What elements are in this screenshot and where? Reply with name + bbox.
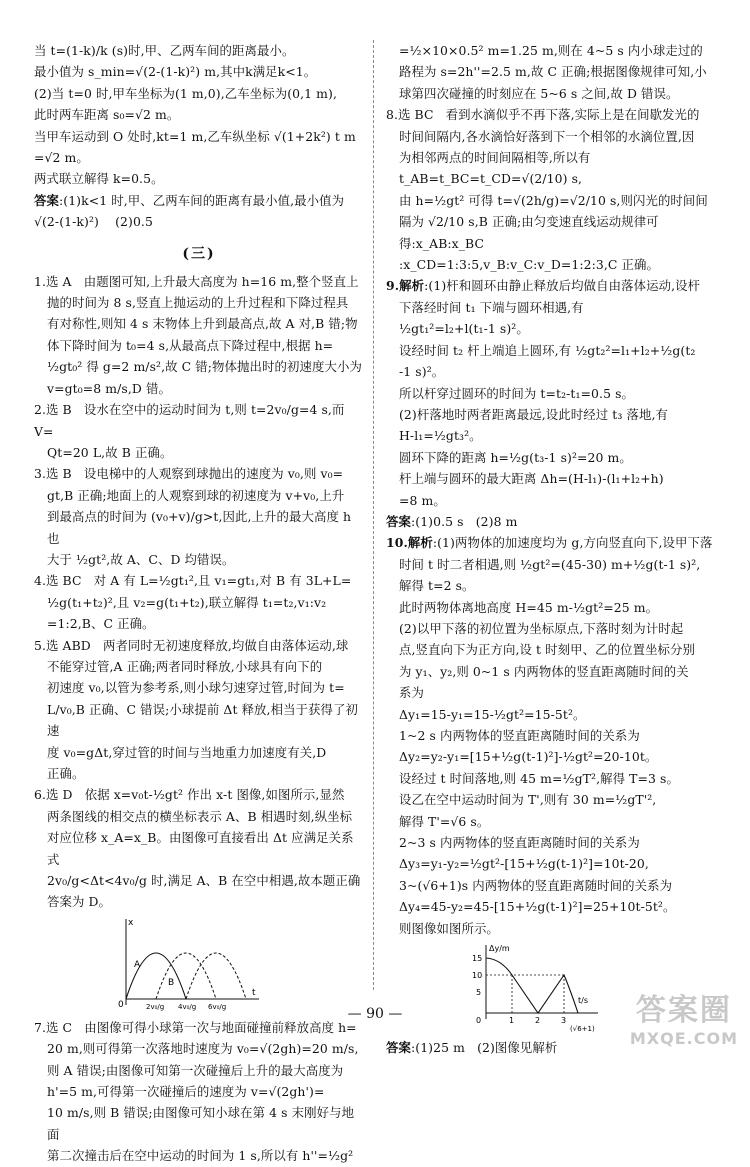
text-line: 此时两物体离地高度 H=45 m-½gt²=25 m。 xyxy=(399,599,659,615)
text-line: -1 s)²。 xyxy=(399,364,445,380)
text-line: 解得 T'=√6 s。 xyxy=(399,813,490,829)
text-line: 2.选 B 设水在空中的运动时间为 t,则 t=2v₀/g=4 s,而 V= xyxy=(34,402,349,439)
mark-6v0g: 6v₀/g xyxy=(208,1002,227,1011)
answer-label: 答案 xyxy=(34,192,59,208)
q10-label: 10.解析 xyxy=(386,535,433,551)
fig2-xtick-2: 2 xyxy=(535,1016,541,1026)
fig2-ytick-15: 15 xyxy=(472,954,483,964)
right-q9-block xyxy=(386,297,718,511)
text-line: 为 y₁、y₂,则 0~1 s 内两物体的竖直距离随时间的关 xyxy=(399,663,689,679)
q9-first-line xyxy=(386,275,718,296)
q9-answer-label: 答案 xyxy=(386,513,411,529)
label-a: A xyxy=(134,959,141,970)
text-line: 度 v₀=gΔt,穿过管的时间与当地重力加速度有关,D xyxy=(47,744,327,760)
text-line: 两式联立解得 k=0.5。 xyxy=(34,171,164,187)
left-answers-block xyxy=(34,271,364,913)
answer-line xyxy=(34,190,364,211)
q9-answer-text: :(1)0.5 s (2)8 m xyxy=(410,513,518,529)
text-line: 系为 xyxy=(399,685,424,701)
fig2-ytick-10: 10 xyxy=(472,971,483,981)
q9-first-text: :(1)杆和圆环由静止释放后均做自由落体运动,设杆 xyxy=(424,278,701,294)
text-line: 两条图线的相交点的横坐标表示 A、B 相遇时刻,纵坐标 xyxy=(47,808,353,824)
text-line: 体下降时间为 t₀=4 s,从最高点下降过程中,根据 h= xyxy=(47,337,334,353)
text-line: =√2 m。 xyxy=(34,150,89,166)
text-line: Δy₁=15-y₁=15-½gt²=15-5t²。 xyxy=(399,706,586,722)
text-line: 2v₀/g<Δt<4v₀/g 时,满足 A、B 在空中相遇,故本题正确答案为 D。 xyxy=(47,873,361,910)
answer-line-2: √(2-(1-k)²) (2)0.5 xyxy=(34,214,153,230)
text-line: 当 t=(1-k)/k (s)时,甲、乙两车间的距离最小。 xyxy=(34,43,295,58)
curve-b-2 xyxy=(186,953,246,999)
text-line: 4.选 BC 对 A 有 L=½gt₁²,且 v₁=gt₁,对 B 有 3L+L= xyxy=(34,573,352,589)
fig2-xtick-1: 1 xyxy=(509,1016,515,1026)
text-line: H-l₁=½gt₃²。 xyxy=(399,428,482,444)
q10-answer-label: 答案 xyxy=(386,1040,411,1056)
text-line: 圆环下降的距离 h=½g(t₃-1 s)²=20 m。 xyxy=(399,449,632,465)
q10-first-text: :(1)两物体的加速度均为 g,方向竖直向下,设甲下落 xyxy=(432,535,713,551)
curve-b-1 xyxy=(156,953,216,999)
q10-answer-text: :(1)25 m (2)图像见解析 xyxy=(410,1040,558,1056)
watermark-line-2: MXQE.COM xyxy=(629,1029,738,1048)
text-line: 设经过 t 时间落地,则 45 m=½gT²,解得 T=3 s。 xyxy=(399,770,679,786)
text-line: ½g(t₁+t₂)²,且 v₂=g(t₁+t₂),联立解得 t₁=t₂,v₁:v₂ xyxy=(47,594,327,610)
text-line: 有对称性,则知 4 s 末物体上升到最高点,故 A 对,B 错;物 xyxy=(47,316,358,332)
watermark-logo xyxy=(630,985,738,1048)
text-line: =1:2,B、C 正确。 xyxy=(47,616,155,632)
q9-answer xyxy=(386,511,718,532)
text-line: h'=5 m,可得第一次碰撞后的速度为 v=√(2gh')= xyxy=(47,1084,325,1100)
mark-4v0g: 4v₀/g xyxy=(178,1002,197,1011)
text-line: 抛的时间为 8 s,竖直上抛运动的上升过程和下降过程具 xyxy=(47,295,349,311)
text-line: 20 m,则可得第一次落地时速度为 v₀=√(2gh)=20 m/s, xyxy=(47,1041,359,1057)
text-line: Δy₃=y₁-y₂=½gt²-[15+½g(t-1)²]=10t-20, xyxy=(399,856,649,872)
text-line: L/v₀,B 正确、C 错误;小球提前 Δt 释放,相当于获得了初速 xyxy=(47,701,359,739)
text-line: 时间间隔内,各水滴恰好落到下一个相邻的水滴位置,因 xyxy=(399,128,695,144)
text-line: 此时两车距离 s₀=√2 m。 xyxy=(34,107,180,123)
text-line: 解得 t=2 s。 xyxy=(399,578,475,594)
text-line: gt,B 正确;地面上的人观察到球的初速度为 v+v₀,上升 xyxy=(47,487,345,503)
text-line: 设乙在空中运动时间为 T',则有 30 m=½gT'², xyxy=(399,792,657,808)
text-line: (2)杆落地时两者距离最远,设此时经过 t₃ 落地,有 xyxy=(399,406,668,422)
text-line: 5.选 ABD 两者同时无初速度释放,均做自由落体运动,球 xyxy=(34,637,349,653)
text-line: 杆上端与圆环的最大距离 Δh=(H-l₁)-(l₁+l₂+h) xyxy=(399,471,664,487)
text-line: 为相邻两点的时间间隔相等,所以有 t_AB=t_BC=t_CD=√(2/10) s, xyxy=(399,150,595,187)
column-divider xyxy=(373,40,374,990)
fig1-origin: 0 xyxy=(118,999,124,1010)
left-column xyxy=(34,40,364,1167)
fig1-ylabel: x xyxy=(128,917,134,928)
text-line: 时间 t 时二者相遇,则 ½gt²=(45-30) m+½g(t-1 s)², xyxy=(399,556,701,572)
q9-label: 9.解析 xyxy=(386,278,425,294)
text-line: 点,竖直向下为正方向,设 t 时刻甲、乙的位置坐标分别 xyxy=(399,642,696,658)
text-line: 对应位移 x_A=x_B。由图像可直接看出 Δt 应满足关系式 xyxy=(47,830,354,867)
text-line: 第二次撞击后在空中运动的时间为 1 s,所以有 h''=½g² xyxy=(47,1148,354,1164)
right-q10-block xyxy=(386,554,718,939)
text-line: 3~(√6+1)s 内两物体的竖直距离随时间的关系为 xyxy=(399,877,673,893)
text-line: 1.选 A 由题图可知,上升最大高度为 h=16 m,整个竖直上 xyxy=(34,273,359,289)
q10-first-line xyxy=(386,532,718,553)
fig2-xtick-3: 3 xyxy=(561,1016,567,1026)
text-line: ½gt₁²=l₂+l(t₁-1 s)²。 xyxy=(399,321,529,337)
text-line: 设经时间 t₂ 杆上端追上圆环,有 ½gt₂²=l₁+l₂+½g(t₂ xyxy=(399,342,696,358)
fig2-xlabel: t/s xyxy=(578,996,588,1006)
text-line: Qt=20 L,故 B 正确。 xyxy=(47,444,173,460)
text-line: 到最高点的时间为 (v₀+v)/g>t,因此,上升的最大高度 h 也 xyxy=(47,509,356,546)
text-line: 不能穿过管,A 正确;两者同时释放,小球具有向下的 xyxy=(47,658,323,674)
text-line: 当甲车运动到 O 处时,kt=1 m,乙车纵坐标 √(1+2k²) t m xyxy=(34,128,356,144)
watermark-line-1: 答案圈 xyxy=(635,993,732,1028)
text-line: :x_CD=1:3:5,v_B:v_C:v_D=1:2:3,C 正确。 xyxy=(399,257,659,273)
xt-graph-figure xyxy=(114,915,264,1013)
fig1-xlabel: t xyxy=(252,987,256,998)
text-line: 1~2 s 内两物体的竖直距离随时间的关系为 xyxy=(399,728,640,743)
text-line: 下落经时间 t₁ 下端与圆环相遇,有 xyxy=(399,299,584,315)
text-line: 7.选 C 由图像可得小球第一次与地面碰撞前释放高度 h= xyxy=(34,1019,357,1035)
text-line: 10 m/s,则 B 错误;由图像可知小球在第 4 s 末刚好与地面 xyxy=(47,1105,355,1142)
answer-text: :(1)k<1 时,甲、乙两车间的距离有最小值,最小值为 xyxy=(58,192,345,208)
text-line: 则 A 错误;由图像可知第一次碰撞后上升的最大高度为 xyxy=(47,1062,344,1078)
left-intro-block xyxy=(34,40,364,190)
fig2-xtick-last: (√6+1) xyxy=(570,1025,595,1034)
label-b: B xyxy=(168,977,175,988)
text-line: (2)当 t=0 时,甲车坐标为(1 m,0),乙车坐标为(0,1 m), xyxy=(34,85,337,101)
text-line: =½×10×0.5² m=1.25 m,则在 4~5 s 内小球走过的 xyxy=(399,43,703,58)
text-line: 正确。 xyxy=(47,766,85,781)
fig2-xtick-0: 0 xyxy=(476,1016,482,1026)
fig2-ytick-5: 5 xyxy=(476,988,482,998)
text-line: Δy₂=y₂-y₁=[15+½g(t-1)²]-½gt²=20-10t。 xyxy=(399,749,658,765)
text-line: 8.选 BC 看到水滴似乎不再下落,实际上是在间歇发光的 xyxy=(386,107,700,123)
text-line: 最小值为 s_min=√(2-(1-k)²) m,其中k满足k<1。 xyxy=(34,64,317,80)
text-line: 隔为 √2/10 s,B 正确;由匀变速直线运动规律可得:x_AB:x_BC xyxy=(399,214,659,251)
text-line: 3.选 B 设电梯中的人观察到球抛出的速度为 v₀,则 v₀= xyxy=(34,466,344,482)
text-line: 所以杆穿过圆环的时间为 t=t₂-t₁=0.5 s。 xyxy=(399,385,635,401)
text-line: 初速度 v₀,以管为参考系,则小球匀速穿过管,时间为 t= xyxy=(47,680,345,696)
page-number: — 90 — xyxy=(347,1006,403,1022)
right-continued-block xyxy=(386,40,718,275)
right-column xyxy=(386,40,718,1058)
mark-2v0g: 2v₀/g xyxy=(146,1002,165,1011)
fig2-ylabel: Δy/m xyxy=(489,944,510,954)
text-line: 则图像如图所示。 xyxy=(399,920,499,936)
text-line: 路程为 s=2h''=2.5 m,故 C 正确;根据图像规律可知,小 xyxy=(399,64,707,80)
text-line: 6.选 D 依据 x=v₀t-½gt² 作出 x-t 图像,如图所示,显然 xyxy=(34,787,345,803)
text-line: (2)以甲下落的初位置为坐标原点,下落时刻为计时起 xyxy=(399,620,684,636)
text-line: 2~3 s 内两物体的竖直距离随时间的关系为 xyxy=(399,835,640,851)
text-line: v=gt₀=8 m/s,D 错。 xyxy=(47,380,171,396)
text-line: 大于 ½gt²,故 A、C、D 均错误。 xyxy=(47,551,235,567)
text-line: ½gt₀² 得 g=2 m/s²,故 C 错;物体抛出时的初速度大小为 xyxy=(47,359,362,375)
text-line: =8 m。 xyxy=(399,492,446,508)
text-line: Δy₄=45-y₂=45-[15+½g(t-1)²]=25+10t-5t²。 xyxy=(399,899,676,915)
text-line: 由 h=½gt² 可得 t=√(2h/g)=√2/10 s,则闪光的时间间 xyxy=(399,192,708,208)
section-title: (三) xyxy=(182,245,216,262)
text-line: 球第四次碰撞的时刻应在 5~6 s 之间,故 D 错误。 xyxy=(399,85,679,101)
left-q7-block xyxy=(34,1017,364,1167)
